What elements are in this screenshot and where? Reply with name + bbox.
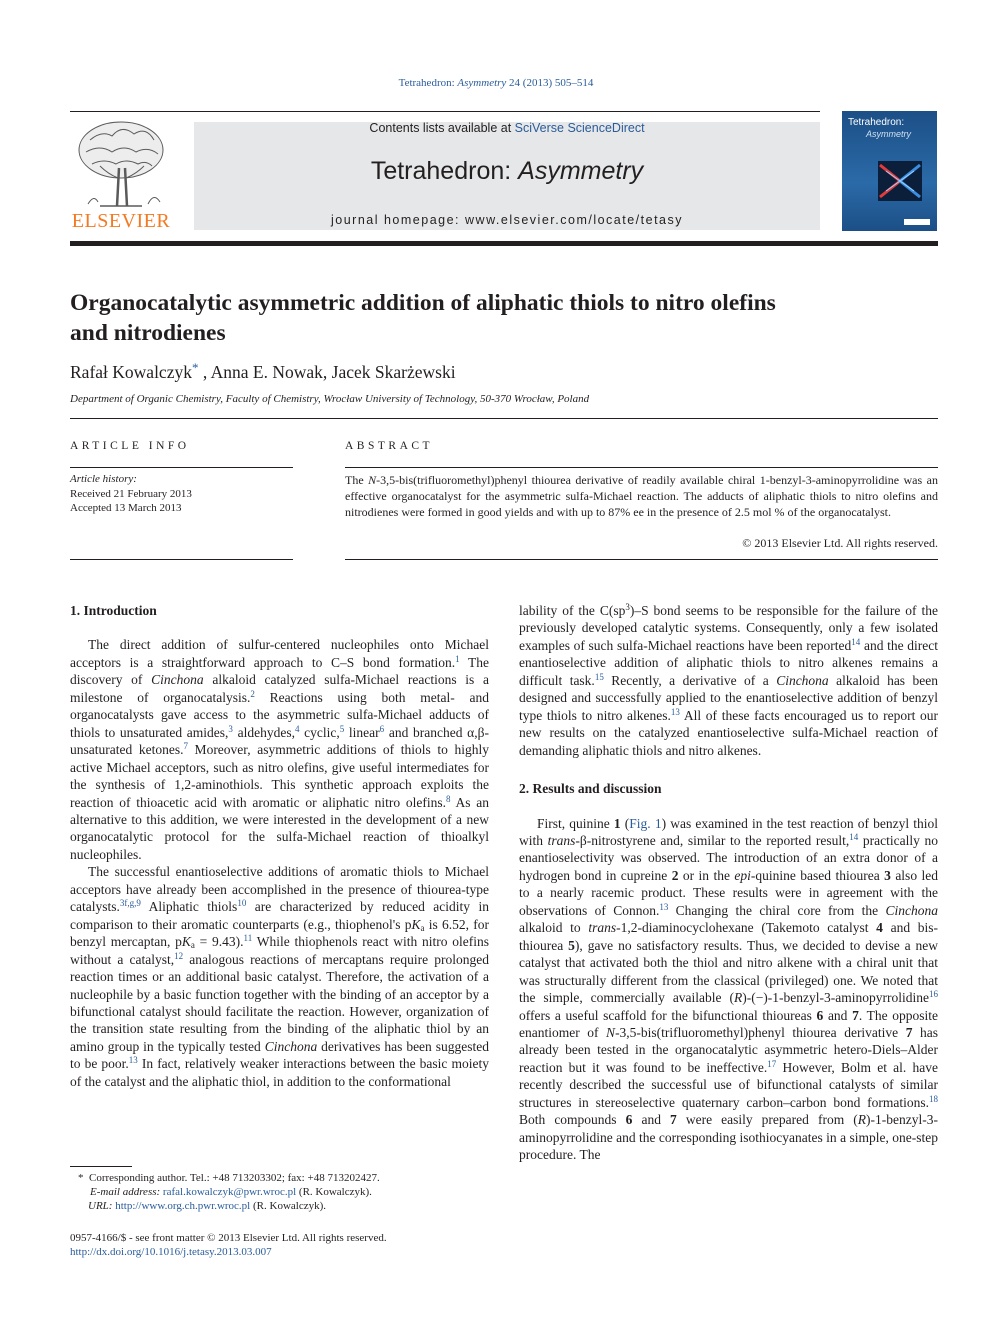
journal-homepage (194, 213, 820, 227)
journal-name-plain: Tetrahedron: (370, 157, 519, 185)
article-title-line1: Organocatalytic asymmetric addition of aliphatic thiols to nitro olefins (70, 290, 776, 316)
corresponding-footnote (78, 1171, 490, 1185)
article-info-bottom-rule (70, 559, 293, 560)
elsevier-tree-icon (70, 118, 172, 210)
masthead-bottom-rule (70, 241, 938, 246)
article-title-line2: and nitrodienes (70, 320, 226, 346)
article-history (70, 472, 192, 516)
contents-line (194, 121, 820, 135)
author-list (70, 362, 456, 383)
email-label: E-mail address: (90, 1186, 163, 1198)
email-link[interactable]: rafal.kowalczyk@pwr.wroc.pl (162, 1186, 297, 1198)
intro-paragraph-1: The direct addition of sulfur-centered nucleophiles onto Michael acceptors is a straightforward approach to C–S bond formation.$^1$ The discovery of Cinchona alkaloid catalyzed sulfa-Michael reactions is a milestone of organocatalysis.$^2$ Reactions using both metal- and organocatalysts gave access to the asymmetric sulfa-Michael adducts of thiols to unsaturated amides,$^3$ aldehydes,$^4$ cyclic,$^5$ linear$^6$ and branched α,β-unsaturated ketones.$^7$ Moreover, asymmetric additions of thiols to highly active Michael acceptors, such as nitro olefins, give useful intermediates for the synthesis of 1,2-aminothiols. This synthetic approach exploits the reaction of thioacetic acid with aromatic or aliphatic nitro olefins.$^8$ As an alternative to this addition, we were interested in the development of a new organocatalytic protocol for the sulfa-Michael reaction of thioalkyl nucleophiles. (70, 637, 490, 862)
doi-link[interactable]: http://dx.doi.org/10.1016/j.tetasy.2013.03.007 (70, 1246, 272, 1258)
journal-name (194, 157, 820, 186)
journal-name-italic: Asymmetry (518, 157, 644, 185)
journal-citation[interactable] (0, 77, 992, 89)
article-info-heading: ARTICLE INFO (70, 440, 190, 452)
authors-rest: , Anna E. Nowak, Jacek Skarżewski (198, 362, 456, 382)
contents-prefix: Contents lists available at (369, 121, 515, 135)
history-label: Article history: (70, 473, 137, 485)
url-suffix: (R. Kowalczyk). (250, 1200, 327, 1212)
issn-line: 0957-4166/$ - see front matter © 2013 Elsevier Ltd. All rights reserved. (70, 1232, 387, 1244)
intro-heading: 1. Introduction (70, 603, 157, 618)
results-paragraph-1: First, quinine 1 (Fig. 1) was examined in the test reaction of benzyl thiol with trans-β-nitrostyrene and, similar to the reported result,$^{14}$ practically no enantioselectivity was observed. The introduction of an extra donor of a hydrogen bond in cupreine 2 or in the epi-quinine based thiourea 3 also led to a nearly racemic product. These results were in agreement with the observations of Connon.$^{13}$ Changing the chiral core from the Cinchona alkaloid to trans-1,2-diaminocyclohexane (Takemoto catalyst 4 and bis-thiourea 5), gave no satisfactory results. Thus, we decided to devise a new catalyst that activated both the thiol and nitro alkene with a chiral unit that was structurally different from the classical (privileged) one. We noted that the simple, commercially available (R)-(−)-1-benzyl-3-aminopyrrolidine$^{16}$ offers a useful scaffold for the bifunctional thioureas 6 and 7. The opposite enantiomer of N-3,5-bis(trifluoromethyl)phenyl thiourea derivative 7 has already been tested in the organocatalytic asymmetric hetero-Diels–Alder reaction but it was found to be ineffective.$^{17}$ However, Bolm et al. have recently described the successful use of bifunctional catalysts of similar structures in stereoselective quaternary carbon–carbon bond formations.$^{18}$ Both compounds 6 and 7 were easily prepared from (R)-1-benzyl-3-aminopyrrolidine and the corresponding isothiocyanates in a simple, one-step procedure. The (519, 815, 938, 1163)
cover-subtitle: Asymmetry (866, 129, 911, 139)
citation-journal-italic: Asymmetry (457, 77, 507, 89)
abstract-bottom-rule (345, 559, 938, 560)
accepted-date: Accepted 13 March 2013 (70, 502, 182, 514)
cover-logo-strip (904, 219, 930, 225)
intro-paragraph-2-continued: lability of the $C(sp^3)-S$ bond seems to be responsible for the failure of the previously developed catalytic systems. Consequently, only a few isolated examples of such sulfa-Michael reactions have been reported$^{14}$ and the direct enantioselective addition of aliphatic thiols to nitro alkenes remains a difficult task.$^{15}$ Recently, a derivative of a Cinchona alkaloid has been designed and successfully applied to the enantioselective addition of benzyl type thiols to nitro alkenes.$^{13}$ All of these facts encouraged us to report our new results on the catalyzed enantioselective sulfa-Michael reaction of demanding aliphatic thiols and nitro alkenes. (519, 602, 939, 758)
elsevier-wordmark: ELSEVIER (71, 210, 171, 232)
author-kowalczyk: Rafał Kowalczyk (70, 362, 192, 382)
journal-cover-thumbnail[interactable] (842, 111, 937, 231)
url-link[interactable]: http://www.org.ch.pwr.wroc.pl (115, 1200, 251, 1212)
citation-journal: Tetrahedron: (398, 77, 458, 89)
intro-paragraph-2: The successful enantioselective additions of aromatic thiols to Michael acceptors have already been accomplished in the presence of thiourea-type catalysts.$^{3f,g,9}$ Aliphatic thiols$^{10}$ are characterized by reduced acidity in comparison to their aromatic counterparts (e.g., thiophenol's $pK_a$ is 6.52, for benzyl mercaptan, $pK_a = 9.43).^{11}$ While thiophenols react with nitro olefins without a catalyst,$^{12}$ analogous reactions of mercaptans require prolonged reaction times or an additional basic catalyst. Therefore, the activation of a nucleophile by a basic function together with the binding of an acceptor by a bifunctional catalyst should facilitate the reaction. However, organization of the transition state resulting from the binding of the aliphatic thiol by an amino group in the typically tested Cinchona derivatives has been suggested to be poor.$^{13}$ In fact, relatively weaker interactions between the basic moiety of the catalyst and the aliphatic thiol, in addition to the conformational (70, 864, 490, 1089)
right-column (519, 602, 938, 1164)
masthead-top-rule (70, 111, 820, 112)
footnote-rule (70, 1166, 132, 1167)
affiliation-rule (70, 418, 938, 419)
article-title (70, 288, 930, 348)
footnote-star: * (78, 1172, 84, 1184)
front-matter (70, 1231, 387, 1259)
email-suffix: (R. Kowalczyk). (296, 1186, 372, 1198)
footnotes (78, 1171, 490, 1213)
abstract-rule (345, 467, 938, 468)
url-label: URL: (88, 1200, 116, 1212)
cover-title: Tetrahedron: (848, 117, 905, 128)
affiliation: Department of Organic Chemistry, Faculty of Chemistry, Wrocław University of Technology, 50-370 Wrocław, Poland (70, 393, 590, 405)
abstract-copyright: © 2013 Elsevier Ltd. All rights reserved. (742, 536, 938, 550)
article-info-rule (70, 467, 293, 468)
corresponding-author-mark[interactable]: * (191, 360, 199, 375)
cover-art-icon (878, 161, 922, 201)
left-column (70, 602, 489, 1090)
received-date: Received 21 February 2013 (70, 487, 192, 500)
sciencedirect-link[interactable]: SciVerse ScienceDirect (514, 121, 645, 135)
citation-volume-pages: 24 (2013) 505–514 (506, 77, 594, 89)
abstract-heading: ABSTRACT (345, 440, 434, 452)
abstract-text: The N-3,5-bis(trifluoromethyl)phenyl thiourea derivative of readily available chiral 1-benzyl-3-aminopyrrolidine was an effective organocatalyst for the asymmetric sulfa-Michael reaction. The adducts of aliphatic thiols to nitro olefins and nitrodienes were formed in good yields and with up to 87% ee in the presence of 2.5 mol % of the organocatalyst. (345, 473, 938, 519)
homepage-prefix: journal homepage: (330, 213, 466, 227)
homepage-link[interactable]: www.elsevier.com/locate/tetasy (465, 213, 684, 227)
elsevier-tree-logo (70, 118, 172, 210)
email-footnote (78, 1185, 490, 1199)
corresponding-text: Corresponding author. Tel.: +48 713203302; fax: +48 713202427. (89, 1172, 380, 1184)
url-footnote (78, 1199, 490, 1213)
results-heading: 2. Results and discussion (519, 781, 662, 797)
